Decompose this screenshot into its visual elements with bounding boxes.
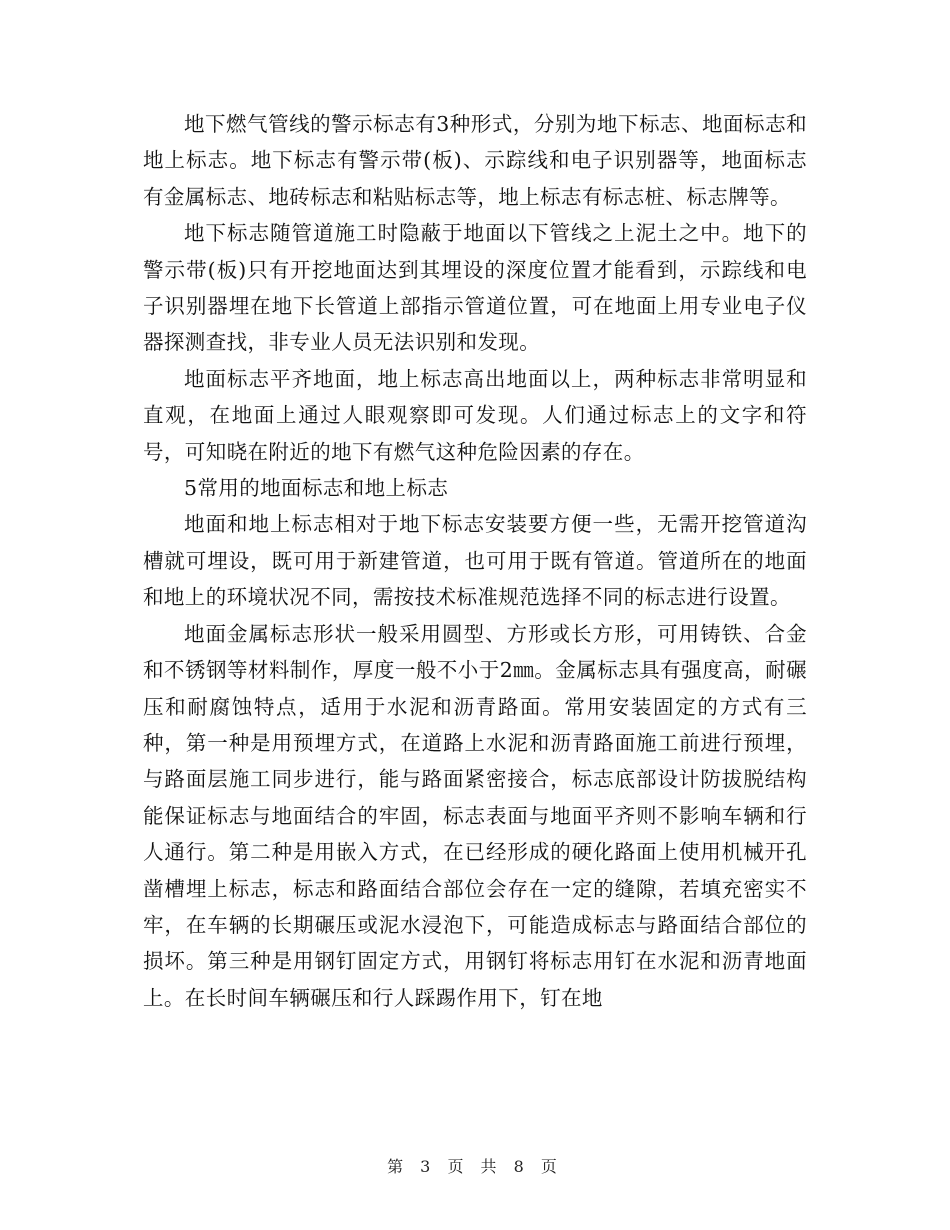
document-body — [143, 106, 807, 1016]
page-number-footer: 第 3 页 共 8 页 — [387, 1157, 563, 1176]
paragraph-2: 地下标志随管道施工时隐蔽于地面以下管线之上泥土之中。地下的警示带(板)只有开挖地面达到其埋设的深度位置才能看到，示踪线和电子识别器埋在地下长管道上部指示管道位置，可在地面上用专业电子仪器探测查找，非专业人员无法识别和发现。 — [143, 221, 807, 355]
paragraph-5: 地面金属标志形状一般采用圆型、方形或长方形，可用铸铁、合金和不锈钢等材料制作，厚度一般不小于2㎜。金属标志具有强度高，耐碾压和耐腐蚀特点，适用于水泥和沥青路面。常用安装固定的方式有三种，第一种是用预埋方式，在道路上水泥和沥青路面施工前进行预埋，与路面层施工同步进行，能与路面紧密接合，标志底部设计防拔脱结构能保证标志与地面结合的牢固，标志表面与地面平齐则不影响车辆和行人通行。第二种是用嵌入方式，在已经形成的硬化路面上使用机械开孔凿槽埋上标志，标志和路面结合部位会存在一定的缝隙，若填充密实不牢，在车辆的长期碾压或泥水浸泡下，可能造成标志与路面结合部位的损坏。第三种是用钢钉固定方式，用钢钉将标志用钉在水泥和沥青地面上。在长时间车辆碾压和行人踩踢作用下，钉在地 — [143, 621, 807, 1010]
section-heading: 5常用的地面标志和地上标志 — [184, 476, 449, 501]
paragraph-1: 地下燃气管线的警示标志有3种形式，分别为地下标志、地面标志和地上标志。地下标志有警示带(板)、示踪线和电子识别器等，地面标志有金属标志、地砖标志和粘贴标志等，地上标志有标志桩、标志牌等。 — [143, 112, 807, 209]
paragraph-4: 地面和地上标志相对于地下标志安装要方便一些，无需开挖管道沟槽就可埋设，既可用于新建管道，也可用于既有管道。管道所在的地面和地上的环境状况不同，需按技术标准规范选择不同的标志进行设置。 — [143, 512, 807, 610]
paragraph-3: 地面标志平齐地面，地上标志高出地面以上，两种标志非常明显和直观，在地面上通过人眼观察即可发现。人们通过标志上的文字和符号，可知晓在附近的地下有燃气这种危险因素的存在。 — [143, 366, 807, 464]
